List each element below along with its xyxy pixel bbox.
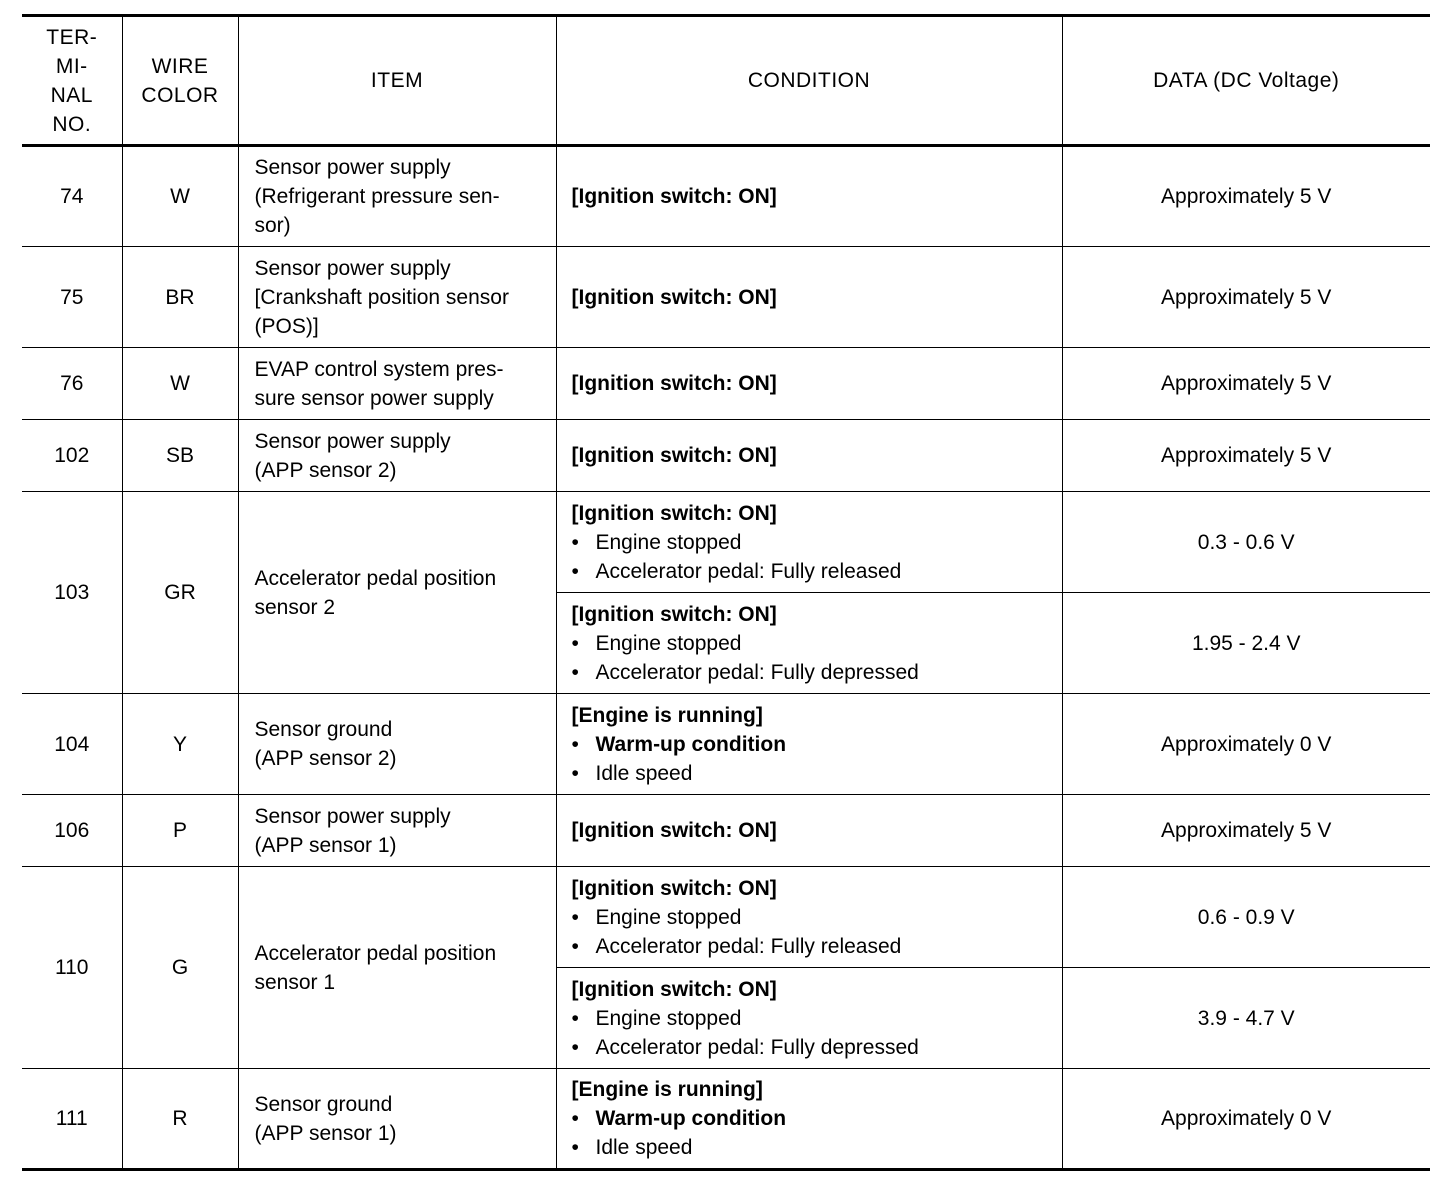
condition-bullet (572, 1004, 1062, 1033)
header-data: DATA (DC Voltage) (1062, 16, 1430, 146)
condition-bullet (572, 1104, 1062, 1133)
condition-heading: [Ignition switch: ON] (571, 819, 777, 842)
item-line: (APP sensor 2) (254, 747, 397, 770)
condition-bullet-text: Accelerator pedal: Fully depressed (595, 1035, 919, 1059)
item-line: sensor 1 (254, 970, 336, 994)
condition-bullet (572, 1133, 1062, 1162)
wire-color-cell: SB (122, 420, 238, 492)
header-terminal-line: NAL (50, 83, 93, 107)
condition-heading: [Ignition switch: ON] (571, 977, 777, 1001)
item-cell (238, 1069, 556, 1170)
condition-bullet (572, 528, 1062, 557)
item-line: Sensor power supply (254, 429, 451, 453)
condition-heading: [Ignition switch: ON] (571, 602, 777, 626)
condition-bullet (572, 658, 1062, 687)
item-line: Sensor power supply (254, 804, 451, 828)
table-row (22, 146, 1430, 247)
data-value-cell: Approximately 5 V (1062, 348, 1430, 420)
condition-cell (556, 795, 1062, 867)
condition-cell (556, 247, 1062, 348)
condition-bullet-text: Idle speed (595, 1136, 693, 1159)
condition-bullet-text: Engine stopped (595, 530, 742, 554)
condition-cell (556, 420, 1062, 492)
bullet-dot: • (571, 559, 579, 583)
table-row (22, 867, 1430, 968)
wire-color-cell: P (122, 795, 238, 867)
item-line: (Refrigerant pressure sen- (254, 185, 500, 208)
bullet-dot: • (571, 1136, 579, 1159)
item-line: sensor 2 (254, 595, 336, 619)
wire-color-cell: G (122, 867, 238, 1069)
item-cell (238, 247, 556, 348)
table-row (22, 492, 1430, 593)
item-line: Sensor ground (254, 1092, 393, 1116)
condition-heading: [Ignition switch: ON] (571, 285, 777, 309)
condition-cell (556, 146, 1062, 247)
item-cell (238, 146, 556, 247)
condition-bullet-text: Engine stopped (595, 631, 742, 655)
bullet-dot: • (571, 1107, 579, 1130)
terminal-number-cell: 110 (22, 867, 122, 1069)
table-row (22, 1069, 1430, 1170)
item-line: (POS)] (254, 314, 319, 338)
condition-bullet (572, 1033, 1062, 1062)
terminal-number-cell: 104 (22, 694, 122, 795)
condition-cell (556, 968, 1062, 1069)
bullet-dot: • (571, 1006, 579, 1030)
condition-bullet-text: Accelerator pedal: Fully released (595, 934, 902, 958)
data-value-cell: Approximately 0 V (1062, 1069, 1430, 1170)
condition-heading: [Ignition switch: ON] (571, 876, 777, 900)
condition-heading: [Ignition switch: ON] (571, 185, 777, 208)
condition-heading: [Engine is running] (571, 703, 763, 727)
bullet-dot: • (571, 660, 579, 684)
header-terminal-line: TER- (46, 25, 98, 49)
condition-bullet-text: Accelerator pedal: Fully depressed (595, 660, 919, 684)
bullet-dot: • (571, 530, 579, 554)
item-line: sure sensor power supply (254, 386, 494, 410)
item-line: Accelerator pedal position (254, 941, 497, 965)
data-value-cell: Approximately 0 V (1062, 694, 1430, 795)
condition-bullet-text: Accelerator pedal: Fully released (595, 559, 902, 583)
condition-bullet (572, 903, 1062, 932)
terminal-number-cell: 106 (22, 795, 122, 867)
condition-cell (556, 492, 1062, 593)
item-line: Sensor ground (254, 718, 393, 741)
bullet-dot: • (571, 1035, 579, 1059)
terminal-number-cell: 103 (22, 492, 122, 694)
wire-color-cell: GR (122, 492, 238, 694)
terminal-number-cell: 76 (22, 348, 122, 420)
condition-bullet-text: Warm-up condition (595, 732, 787, 756)
table-body (22, 146, 1430, 1170)
header-wire-line: WIRE (151, 54, 209, 78)
header-condition: CONDITION (556, 16, 1062, 146)
condition-heading: [Ignition switch: ON] (571, 444, 777, 467)
item-cell (238, 694, 556, 795)
condition-heading: [Ignition switch: ON] (571, 501, 777, 525)
condition-cell (556, 867, 1062, 968)
table-row (22, 348, 1430, 420)
data-value-cell: Approximately 5 V (1062, 795, 1430, 867)
header-item: ITEM (238, 16, 556, 146)
data-value-cell: 3.9 - 4.7 V (1062, 968, 1430, 1069)
header-wire-line: COLOR (141, 83, 219, 107)
condition-cell (556, 694, 1062, 795)
header-terminal-line: MI- (55, 54, 88, 78)
item-cell (238, 492, 556, 694)
item-cell (238, 420, 556, 492)
item-line: [Crankshaft position sensor (254, 285, 509, 309)
item-line: Sensor power supply (254, 156, 451, 179)
header-terminal-line: NO. (52, 112, 92, 136)
condition-bullet (572, 629, 1062, 658)
item-line: Accelerator pedal position (254, 566, 497, 590)
condition-cell (556, 1069, 1062, 1170)
data-value-cell: 0.3 - 0.6 V (1062, 492, 1430, 593)
item-line: sor) (254, 214, 291, 237)
condition-cell (556, 593, 1062, 694)
condition-bullet (572, 730, 1062, 759)
condition-bullet-text: Idle speed (595, 761, 693, 785)
condition-bullet (572, 932, 1062, 961)
terminal-number-cell: 102 (22, 420, 122, 492)
condition-bullet-text: Warm-up condition (595, 1107, 787, 1130)
item-cell (238, 795, 556, 867)
table-row (22, 795, 1430, 867)
table-row (22, 420, 1430, 492)
condition-bullet (572, 759, 1062, 788)
item-cell (238, 348, 556, 420)
data-value-cell: 1.95 - 2.4 V (1062, 593, 1430, 694)
item-line: EVAP control system pres- (254, 357, 504, 381)
table-header-row (22, 16, 1430, 146)
item-line: Sensor power supply (254, 256, 451, 280)
terminal-data-table (22, 14, 1430, 1171)
terminal-number-cell: 74 (22, 146, 122, 247)
wire-color-cell: W (122, 146, 238, 247)
bullet-dot: • (571, 631, 579, 655)
condition-bullet-text: Engine stopped (595, 1006, 742, 1030)
wire-color-cell: Y (122, 694, 238, 795)
header-wire-color (122, 16, 238, 146)
terminal-number-cell: 75 (22, 247, 122, 348)
data-value-cell: 0.6 - 0.9 V (1062, 867, 1430, 968)
bullet-dot: • (571, 761, 579, 785)
bullet-dot: • (571, 732, 579, 756)
data-value-cell: Approximately 5 V (1062, 146, 1430, 247)
condition-cell (556, 348, 1062, 420)
item-line: (APP sensor 1) (254, 1121, 397, 1145)
data-value-cell: Approximately 5 V (1062, 247, 1430, 348)
wire-color-cell: W (122, 348, 238, 420)
condition-heading: [Engine is running] (571, 1078, 763, 1101)
data-value-cell: Approximately 5 V (1062, 420, 1430, 492)
condition-heading: [Ignition switch: ON] (571, 372, 777, 395)
header-terminal-no (22, 16, 122, 146)
condition-bullet (572, 557, 1062, 586)
condition-bullet-text: Engine stopped (595, 905, 742, 929)
item-line: (APP sensor 1) (254, 833, 397, 857)
bullet-dot: • (571, 934, 579, 958)
item-cell (238, 867, 556, 1069)
item-line: (APP sensor 2) (254, 458, 397, 482)
wire-color-cell: R (122, 1069, 238, 1170)
table-row (22, 694, 1430, 795)
bullet-dot: • (571, 905, 579, 929)
wire-color-cell: BR (122, 247, 238, 348)
table-row (22, 247, 1430, 348)
terminal-number-cell: 111 (22, 1069, 122, 1170)
